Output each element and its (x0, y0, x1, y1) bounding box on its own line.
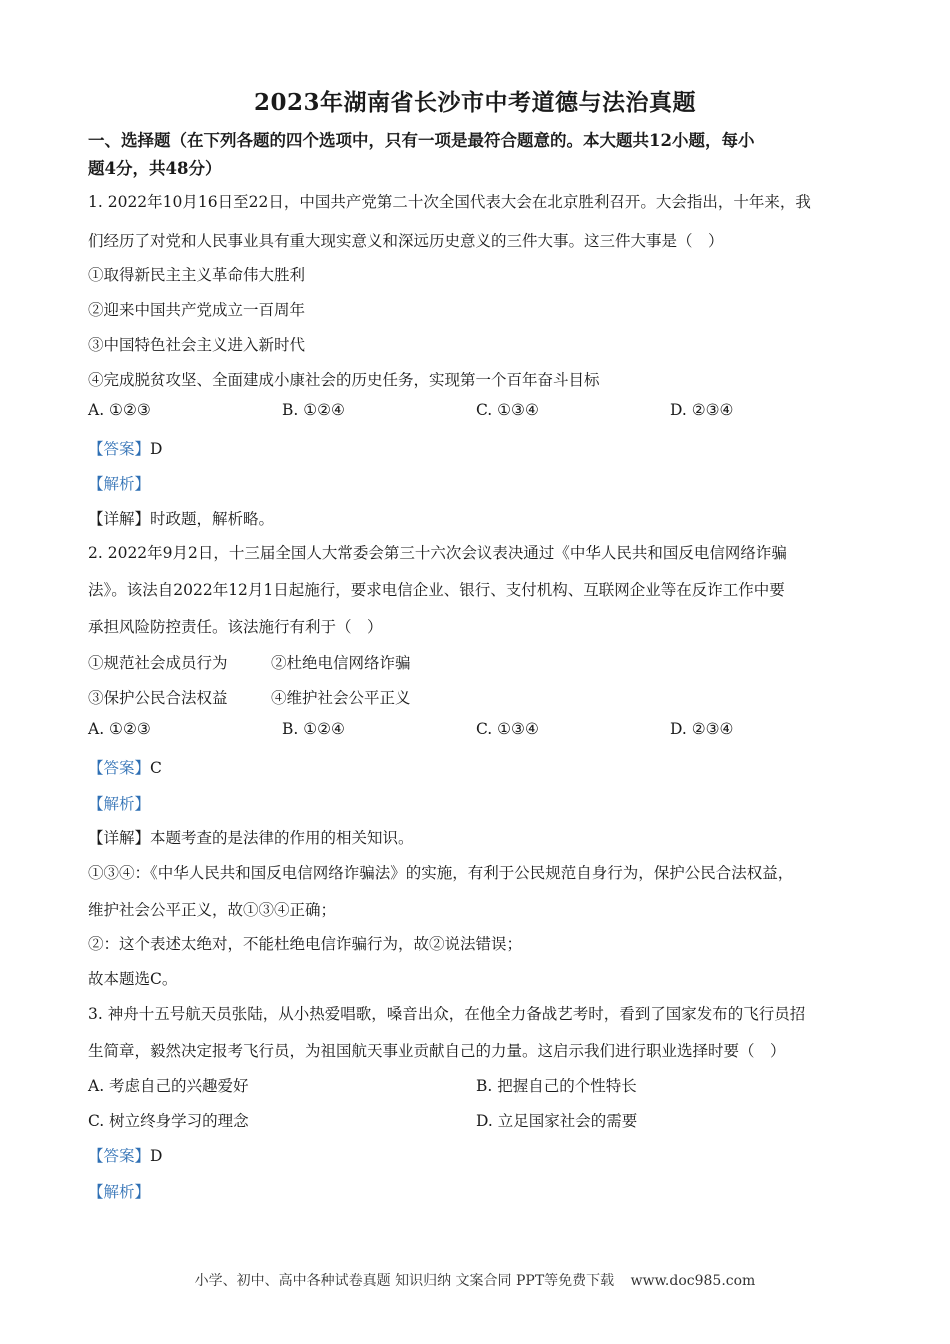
analysis-tag: 【解析】 (88, 795, 151, 813)
q2-item-3: ③保护公民合法权益 (88, 689, 228, 707)
q1-item-2: ②迎来中国共产党成立一百周年 (88, 301, 306, 319)
q3-analysis (88, 1180, 150, 1202)
q1-stem-line1: 1. 2022年10月16日至22日，中国共产党第二十次全国代表大会在北京胜利召开。大会指出，十年来，我 (88, 193, 811, 211)
answer-value: D (150, 440, 163, 458)
footer-text: 小学、初中、高中各种试卷真题 知识归纳 文案合同 PPT等免费下载 (194, 1273, 615, 1289)
q2-option-c: C. ①③④ (476, 720, 539, 738)
q2-option-d: D. ②③④ (670, 720, 734, 738)
q2-stem-line2: 法》。该法自2022年12月1日起施行，要求电信企业、银行、支付机构、互联网企业等在反诈工作中要 (88, 581, 785, 599)
q1-answer (88, 437, 162, 459)
q2-detail (88, 826, 414, 848)
q1-option-a: A. ①②③ (88, 401, 151, 419)
page-footer (0, 1270, 950, 1290)
q2-stem-line1: 2. 2022年9月2日，十三届全国人大常委会第三十六次会议表决通过《中华人民共和国反电信网络诈骗 (88, 544, 787, 562)
q2-explain-line3: ②：这个表述太绝对，不能杜绝电信诈骗行为，故②说法错误； (88, 935, 523, 953)
footer-site-link[interactable]: www.doc985.com (630, 1273, 756, 1289)
q1-item-1: ①取得新民主主义革命伟大胜利 (88, 266, 306, 284)
q1-item-4: ④完成脱贫攻坚、全面建成小康社会的历史任务，实现第一个百年奋斗目标 (88, 371, 600, 389)
q1-option-b: B. ①②④ (282, 401, 345, 419)
q3-option-b: B. 把握自己的个性特长 (476, 1077, 637, 1095)
q2-item-2: ②杜绝电信网络诈骗 (271, 654, 411, 672)
q1-stem-line2: 们经历了对党和人民事业具有重大现实意义和深远历史意义的三件大事。这三件大事是（ ） (88, 232, 724, 250)
analysis-tag: 【解析】 (88, 1183, 151, 1201)
q2-explain-line2: 维护社会公平正义，故①③④正确； (88, 901, 337, 919)
answer-tag: 【答案】 (88, 440, 151, 458)
q2-analysis (88, 792, 150, 814)
q3-option-d: D. 立足国家社会的需要 (476, 1112, 638, 1130)
q2-option-b: B. ①②④ (282, 720, 345, 738)
detail-text: 本题考查的是法律的作用的相关知识。 (150, 829, 414, 847)
section-heading (88, 127, 868, 183)
q2-stem-line3: 承担风险防控责任。该法施行有利于（ ） (88, 618, 383, 636)
q2-explain-line4: 故本题选C。 (88, 970, 178, 988)
section-heading-line1: 一、选择题（在下列各题的四个选项中，只有一项是最符合题意的。本大题共12小题，每小 (88, 131, 755, 150)
analysis-tag: 【解析】 (88, 475, 151, 493)
section-heading-line2: 题4分，共48分） (88, 159, 222, 178)
answer-value: D (150, 1147, 163, 1165)
q2-option-a: A. ①②③ (88, 720, 151, 738)
q1-analysis (88, 472, 150, 494)
q1-option-d: D. ②③④ (670, 401, 734, 419)
q1-option-c: C. ①③④ (476, 401, 539, 419)
answer-value: C (150, 759, 162, 777)
q2-item-1: ①规范社会成员行为 (88, 654, 228, 672)
q2-explain-line1: ①③④：《中华人民共和国反电信网络诈骗法》的实施，有利于公民规范自身行为，保护公民合法权益， (88, 864, 794, 882)
detail-tag: 【详解】 (88, 829, 151, 847)
q2-answer (88, 756, 162, 778)
q1-item-3: ③中国特色社会主义进入新时代 (88, 336, 306, 354)
q3-stem-line1: 3. 神舟十五号航天员张陆，从小热爱唱歌，嗓音出众，在他全力备战艺考时，看到了国家发布的飞行员招 (88, 1005, 806, 1023)
document-title: 2023年湖南省长沙市中考道德与法治真题 (253, 89, 696, 116)
detail-tag: 【详解】 (88, 510, 151, 528)
detail-text: 时政题，解析略。 (150, 510, 275, 528)
answer-tag: 【答案】 (88, 1147, 151, 1165)
q3-stem-line2: 生简章，毅然决定报考飞行员，为祖国航天事业贡献自己的力量。这启示我们进行职业选择时要（ ） (88, 1042, 786, 1060)
q2-item-4: ④维护社会公平正义 (271, 689, 411, 707)
q3-answer (88, 1144, 162, 1166)
q3-option-c: C. 树立终身学习的理念 (88, 1112, 249, 1130)
q1-detail (88, 507, 274, 529)
answer-tag: 【答案】 (88, 759, 151, 777)
q3-option-a: A. 考虑自己的兴趣爱好 (88, 1077, 249, 1095)
